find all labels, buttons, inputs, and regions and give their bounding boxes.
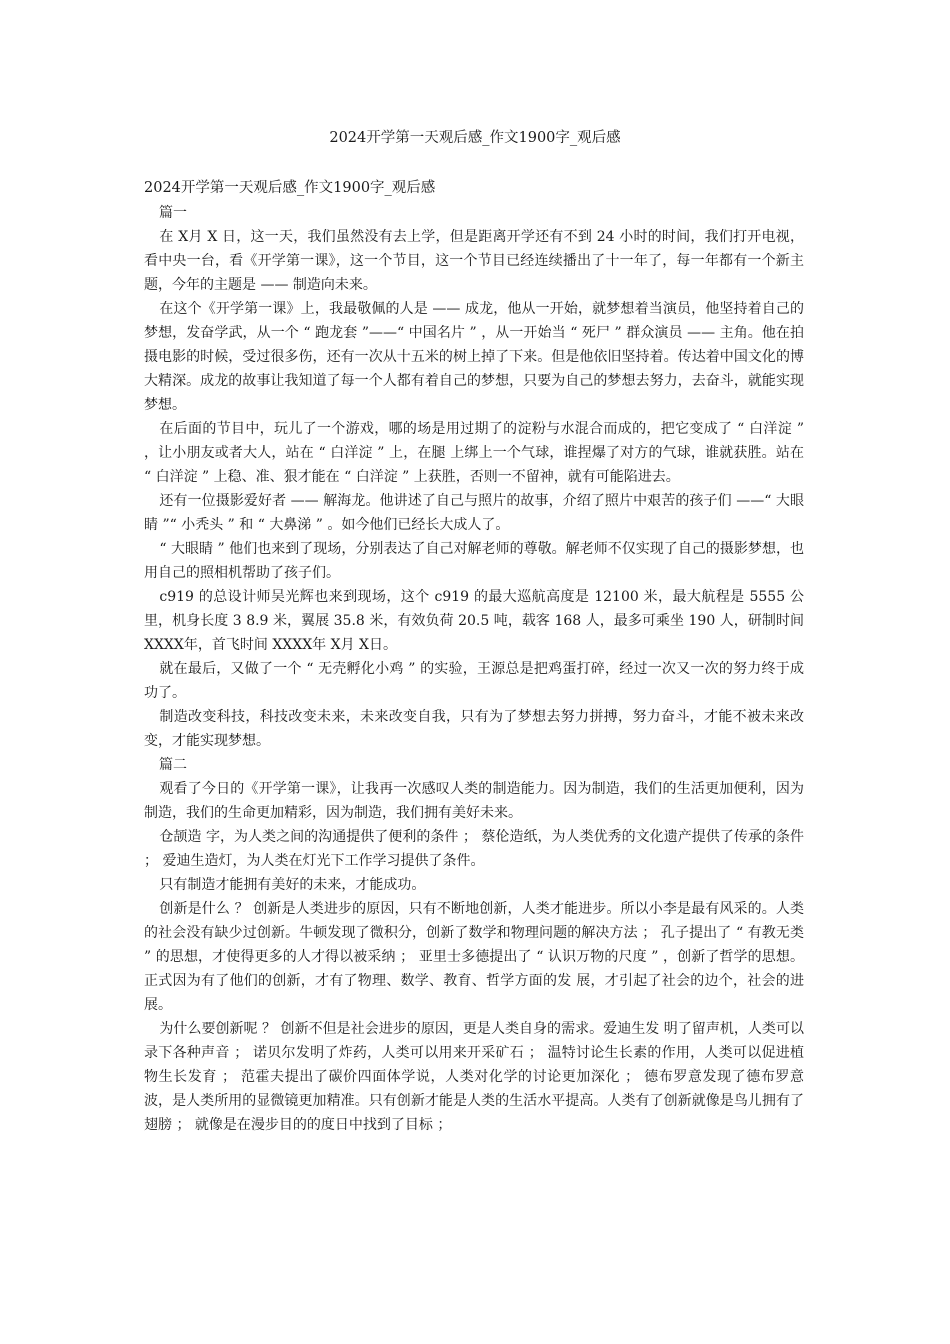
paragraph: 在这个《开学第一课》上，我最敬佩的人是 —— 成龙，他从一开始，就梦想着当演员，他坚持着自己的梦想，发奋学武，从一个 “ 跑龙套 ”——“ 中国名片 ” ，从一开始当 “ 死尸 ” 群众演员 —— 主角。他在拍摄电影的时候，受过很多伤，还有一次从十五米的树上掉了下来。但是他依旧坚持着。传达着中国文化的博大精深。成龙的故事让我知道了每一个人都有着自己的梦想，只要为自己的梦想去努力，去奋斗，就能实现梦想。 [144, 301, 804, 413]
paragraph: 在 X月 X 日，这一天，我们虽然没有去上学，但是距离开学还有不到 24 小时的时间，我们打开电视，看中央一台，看《开学第一课》，这一个节目，这一个节目已经连续播出了十一年了，每一年都有一个新主题，今年的主题是 —— 制造向未来。 [144, 229, 804, 293]
paragraph: 还有一位摄影爱好者 —— 解海龙。他讲述了自己与照片的故事，介绍了照片中艰苦的孩子们 ——“ 大眼睛 ”“ 小秃头 ” 和 “ 大鼻涕 ” 。如今他们已经长大成人了。 [144, 493, 804, 533]
document-title: 2024开学第一天观后感_作文1900字_观后感 [329, 130, 621, 146]
document-body [144, 178, 804, 1137]
paragraph: 创新是什么 ？ 创新是人类进步的原因，只有不断地创新，人类才能进步。所以小李是最有风采的。人类的社会没有缺少过创新。牛顿发现了微积分，创新了数学和物理问题的解决方法 ； 孔子提出了 “ 有教无类 ” 的思想，才使得更多的人才得以被采纳 ； 亚里士多德提出了 “ 认识万物的尺度 ” ，创新了哲学的思想。正式因为有了他们的创新，才有了物理、数学、教育、哲学方面的发 展，才引起了社会的边个，社会的进展。 [144, 901, 804, 1013]
paragraph: c919 的总设计师吴光辉也来到现场，这个 c919 的最大巡航高度是 12100 米，最大航程是 5555 公里，机身长度 3 8.9 米，翼展 35.8 米，有效负荷 20.5 吨，载客 168 人，最多可乘坐 190 人，研制时间 XXXX年，首飞时间 XXXX年 X月 X日。 [144, 589, 804, 653]
paragraph: 观看了今日的《开学第一课》，让我再一次感叹人类的制造能力。因为制造，我们的生活更加便利，因为制造，我们的生命更加精彩，因为制造，我们拥有美好未来。 [144, 781, 804, 821]
paragraph: 在后面的节目中，玩儿了一个游戏，哪的场是用过期了的淀粉与水混合而成的，把它变成了 “ 白洋淀 ” ，让小朋友或者大人，站在 “ 白洋淀 ” 上，在腿 上绑上一个气球，谁捏爆了对方的气球，谁就获胜。站在 “ 白洋淀 ” 上稳、准、狠才能在 “ 白洋淀 ” 上获胜，否则一不留神，就有可能陷进去。 [144, 421, 804, 485]
paragraph: 只有制造才能拥有美好的未来，才能成功。 [159, 877, 426, 893]
section-label-2: 篇二 [159, 757, 187, 773]
section-label-1: 篇一 [159, 205, 187, 221]
paragraph: 仓颉造 字，为人类之间的沟通提供了便利的条件 ； 蔡伦造纸，为人类优秀的文化遗产提供了传承的条件 ； 爱迪生造灯，为人类在灯光下工作学习提供了条件。 [144, 829, 804, 869]
paragraph: 为什么要创新呢 ？ 创新不但是社会进步的原因，更是人类自身的需求。爱迪生发 明了留声机，人类可以录下各种声音 ； 诺贝尔发明了炸药，人类可以用来开采矿石 ； 温特讨论生长素的作用，人类可以促进植物生长发育 ； 范霍夫提出了碳价四面体学说，人类对化学的讨论更加深化 ； 德布罗意发现了德布罗意波，是人类所用的显微镜更加精准。只有创新才能是人类的生活水平提高。人类有了创新就像是鸟儿拥有了翅膀 ； 就像是在漫步目的的度日中找到了目标 ； [144, 1021, 804, 1133]
document-subtitle: 2024开学第一天观后感_作文1900字_观后感 [144, 180, 436, 196]
paragraph: 就在最后，又做了一个 “ 无壳孵化小鸡 ” 的实验，王源总是把鸡蛋打碎，经过一次又一次的努力终于成功了。 [144, 661, 804, 701]
paragraph: 制造改变科技，科技改变未来，未来改变自我，只有为了梦想去努力拼搏，努力奋斗，才能不被未来改变，才能实现梦想。 [144, 709, 804, 749]
paragraph: “ 大眼睛 ” 他们也来到了现场，分别表达了自己对解老师的尊敬。解老师不仅实现了自己的摄影梦想，也用自己的照相机帮助了孩子们。 [144, 541, 804, 581]
